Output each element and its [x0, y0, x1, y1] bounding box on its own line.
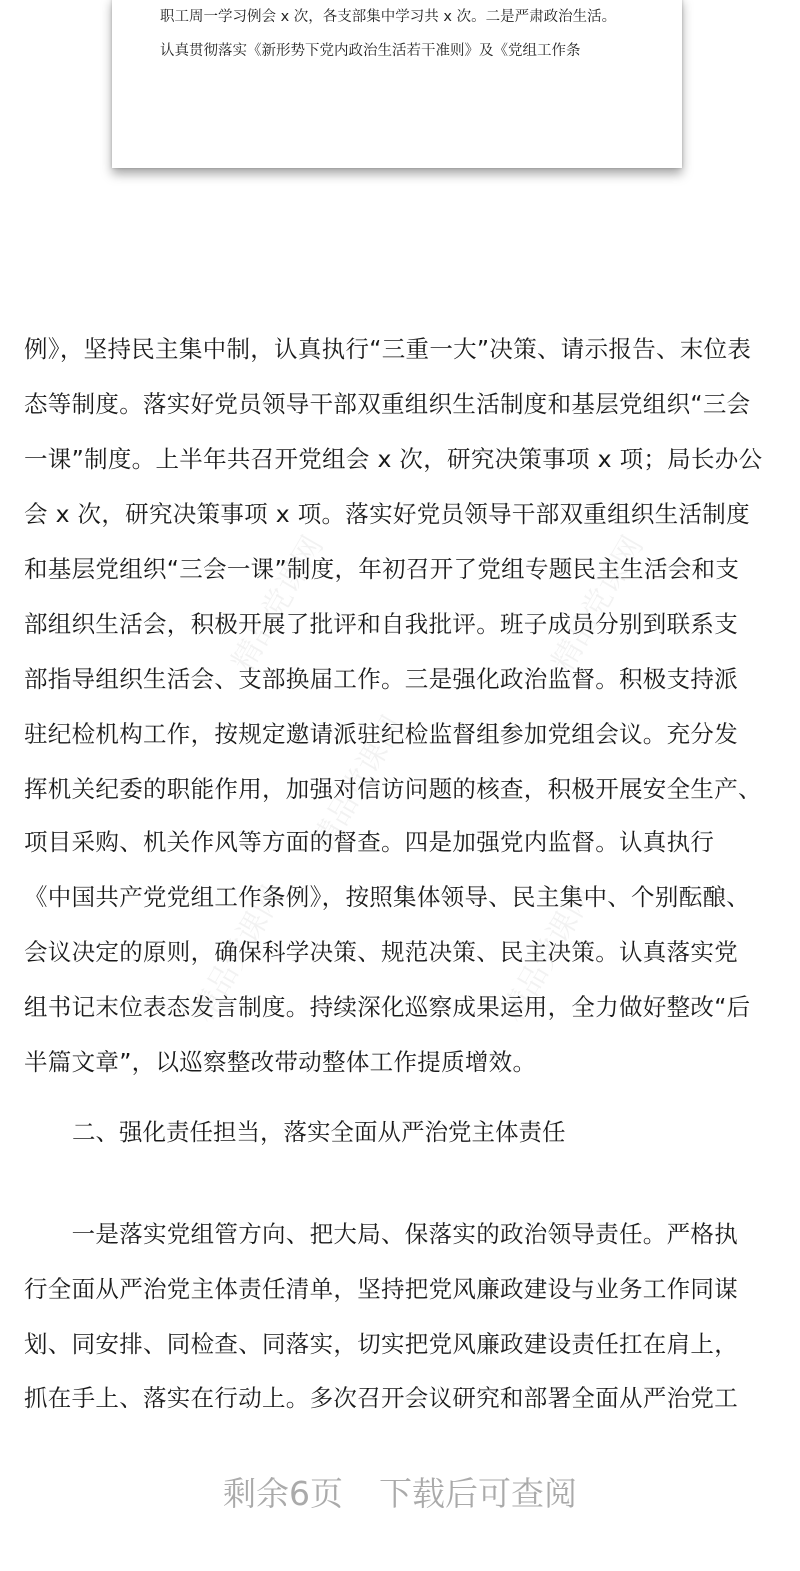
watermark: 精品党课网 — [185, 880, 291, 1028]
body-line: 一是落实党组管方向、把大局、保落实的政治领导责任。严格执 — [24, 1220, 738, 1248]
watermark: 精品党课网 — [545, 530, 651, 678]
card-line: 认真贯彻落实《新形势下党内政治生活若干准则》及《党组工作条 — [160, 43, 581, 59]
card-line: 职工周一学习例会 x 次，各支部集中学习共 x 次。二是严肃政治生活。 — [160, 9, 617, 25]
body-line: 和基层党组织“三会一课”制度，年初召开了党组专题民主生活会和支 — [24, 555, 740, 583]
body-line: 会 x 次，研究决策事项 x 项。落实好党员领导干部双重组织生活制度 — [24, 500, 750, 528]
body-line: 一课”制度。上半年共召开党组会 x 次，研究决策事项 x 项；局长办公 — [24, 445, 763, 473]
body-line: 半篇文章”，以巡察整改带动整体工作提质增效。 — [24, 1048, 537, 1076]
body-line: 抓在手上、落实在行动上。多次召开会议研究和部署全面从严治党工 — [24, 1384, 738, 1412]
body-line: 组书记末位表态发言制度。持续深化巡察成果运用，全力做好整改“后 — [24, 993, 751, 1021]
preview-page-card — [112, 0, 682, 168]
body-line: 部指导组织生活会、支部换届工作。三是强化政治监督。积极支持派 — [24, 665, 738, 693]
watermark: 精品党课网 — [305, 710, 411, 858]
body-line: 《中国共产党党组工作条例》，按照集体领导、民主集中、个别酝酿、 — [24, 883, 751, 911]
download-prompt[interactable] — [0, 1468, 800, 1515]
watermark: 精品党课网 — [225, 530, 331, 678]
body-line: 行全面从严治党主体责任清单，坚持把党风廉政建设与业务工作同谋 — [24, 1275, 738, 1303]
body-line: 会议决定的原则，确保科学决策、规范决策、民主决策。认真落实党 — [24, 938, 738, 966]
section-heading: 二、强化责任担当，落实全面从严治党主体责任 — [72, 1118, 566, 1146]
body-line: 部组织生活会，积极开展了批评和自我批评。班子成员分别到联系支 — [24, 610, 738, 638]
remaining-pages-label: 剩余6页 — [223, 1474, 343, 1513]
body-line: 例》，坚持民主集中制，认真执行“三重一大”决策、请示报告、末位表 — [24, 335, 752, 363]
body-line: 态等制度。落实好党员领导干部双重组织生活制度和基层党组织“三会 — [24, 390, 751, 418]
body-line: 项目采购、机关作风等方面的督查。四是加强党内监督。认真执行 — [24, 828, 715, 856]
body-line: 挥机关纪委的职能作用，加强对信访问题的核查，积极开展安全生产、 — [24, 775, 762, 803]
body-line: 划、同安排、同检查、同落实，切实把党风廉政建设责任扛在肩上， — [24, 1330, 738, 1358]
body-line: 驻纪检机构工作，按规定邀请派驻纪检监督组参加党组会议。充分发 — [24, 720, 738, 748]
watermark: 精品党课网 — [495, 880, 601, 1028]
download-to-view-label[interactable]: 下载后可查阅 — [379, 1474, 577, 1513]
